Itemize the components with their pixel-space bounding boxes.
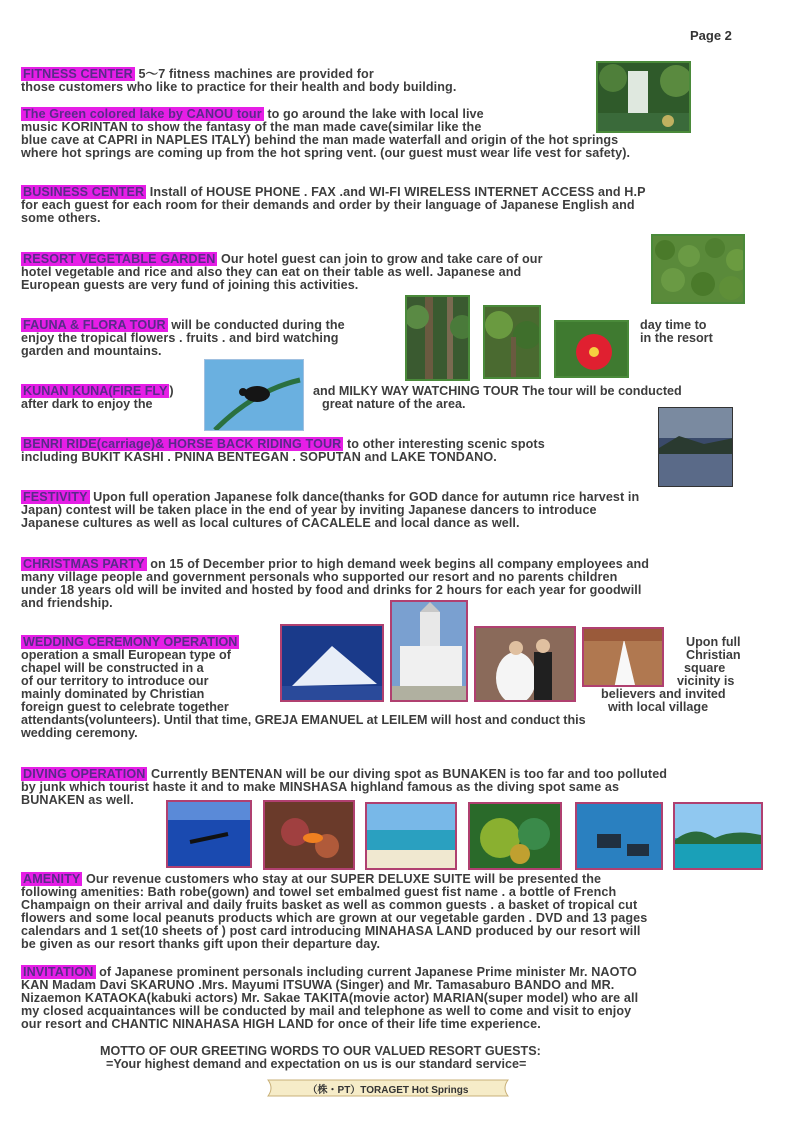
christmas-text-4: and friendship. bbox=[21, 596, 113, 610]
wedding-text-left-2: chapel will be constructed in a bbox=[21, 661, 204, 675]
motto-line-1: MOTTO OF OUR GREETING WORDS TO OUR VALUED RESORT GUESTS: bbox=[100, 1044, 541, 1058]
page-number: Page 2 bbox=[690, 28, 732, 43]
business-text-2: for each guest for each room for their demands and order by their language of Japanese English and bbox=[21, 198, 635, 212]
wedding-text-left: operation a small European type of bbox=[21, 648, 231, 662]
kunan-paren: ) bbox=[169, 384, 174, 398]
fauna-text-2: enjoy the tropical flowers . fruits . and bird watching bbox=[21, 331, 339, 345]
wedding-heading: WEDDING CEREMONY OPERATION bbox=[23, 635, 238, 649]
invitation-heading: INVITATION bbox=[23, 965, 94, 979]
kunan-heading: KUNAN KUNA(FIRE FLY bbox=[23, 384, 168, 398]
amenity-text-4: flowers and some local peanuts products which are grown at our vegetable garden . DVD and 13 pages bbox=[21, 911, 648, 925]
invitation-text-2: KAN Madam Davi SKARUNO .Mrs. Mayumi ITSUWA (Singer) and Mr. Tamasaburo BANDO and MR. bbox=[21, 978, 615, 992]
wedding-text-right-3: vicinity is bbox=[677, 674, 735, 688]
lake-section bbox=[21, 108, 630, 160]
island-coast-photo bbox=[673, 802, 763, 870]
kunan-text-right-2: great nature of the area. bbox=[322, 397, 466, 411]
forest-photo bbox=[405, 295, 470, 381]
wedding-aisle-photo bbox=[582, 627, 664, 687]
wedding-text-left-3: of our territory to introduce our bbox=[21, 674, 209, 688]
wedding-text-left-4: mainly dominated by Christian bbox=[21, 687, 205, 701]
diving-text: Currently BENTENAN will be our diving spot as BUNAKEN is too far and too polluted bbox=[147, 767, 668, 781]
wedding-text-7: wedding ceremony. bbox=[21, 726, 138, 740]
lake-text-4: where hot springs are coming up from the hot spring vent. (our guest must wear life vest for safety). bbox=[21, 146, 631, 160]
christmas-text: on 15 of December prior to high demand week begins all company employees and bbox=[146, 557, 650, 571]
christmas-text-3: under 18 years old will be invited and hosted by food and drinks for 2 hours for each year for goodwill bbox=[21, 583, 642, 597]
lake-heading: The Green colored lake by CANOU tour bbox=[23, 107, 262, 121]
fitness-text-2: those customers who like to practice for their health and body building. bbox=[21, 80, 457, 94]
vegetable-garden-photo bbox=[651, 234, 745, 304]
divers-underwater-photo bbox=[575, 802, 663, 870]
fitness-section bbox=[21, 68, 456, 94]
garden-heading: RESORT VEGETABLE GARDEN bbox=[23, 252, 216, 266]
motto-line-2: =Your highest demand and expectation on us is our standard service= bbox=[106, 1057, 527, 1071]
church-photo bbox=[390, 600, 468, 702]
kunan-text: after dark to enjoy the bbox=[21, 397, 153, 411]
benri-section bbox=[21, 438, 545, 464]
beach-photo bbox=[365, 802, 457, 870]
invitation-text-3: Nizaemon KATAOKA(kabuki actors) Mr. Sakae TAKITA(movie actor) MARIAN(super model) who are all bbox=[21, 991, 639, 1005]
invitation-text: of Japanese prominent personals including current Japanese Prime minister Mr. NAOTO bbox=[95, 965, 637, 979]
benri-text: to other interesting scenic spots bbox=[343, 437, 545, 451]
modern-chapel-photo bbox=[280, 624, 384, 702]
fauna-text-right-2: in the resort bbox=[640, 331, 713, 345]
business-section bbox=[21, 186, 646, 225]
diving-text-2: by junk which tourist haste it and to make MINSHASA highland famous as the diving spot same as bbox=[21, 780, 620, 794]
business-text: Install of HOUSE PHONE . FAX .and WI-FI WIRELESS INTERNET ACCESS and H.P bbox=[146, 185, 646, 199]
christmas-section bbox=[21, 558, 649, 610]
fauna-text: will be conducted during the bbox=[167, 318, 345, 332]
lake-text-2: music KORINTAN to show the fantasy of the man made cave(similar like the bbox=[21, 120, 482, 134]
business-text-3: some others. bbox=[21, 211, 101, 225]
amenity-text-5: calendars and 1 set(10 sheets of ) post card introducing MINAHASA LAND produced by our resort will bbox=[21, 924, 641, 938]
festivity-heading: FESTIVITY bbox=[23, 490, 88, 504]
fauna-text-right: day time to bbox=[640, 318, 707, 332]
benri-heading: BENRI RIDE(carriage)& HORSE BACK RIDING TOUR bbox=[23, 437, 342, 451]
amenity-heading: AMENITY bbox=[23, 872, 81, 886]
amenity-text-3: Champaign on their arrival and daily fruits basket as well as common guests . a basket of tropical cut bbox=[21, 898, 638, 912]
invitation-text-5: our resort and CHANTIC NINAHASA HIGH LAND for once of their life time experience. bbox=[21, 1017, 541, 1031]
invitation-text-4: my closed acquaintances will be conducted by mail and telephone as well to come and visit to enjoy bbox=[21, 1004, 632, 1018]
wedding-text-right-2: square bbox=[684, 661, 726, 675]
wedding-text-6: attendants(volunteers). Until that time, GREJA EMANUEL at LEILEM will host and conduct this bbox=[21, 713, 586, 727]
festivity-section bbox=[21, 491, 639, 530]
garden-text-3: European guests are very fund of joining this activities. bbox=[21, 278, 359, 292]
fitness-heading: FITNESS CENTER bbox=[23, 67, 133, 81]
festivity-text-3: Japanese cultures as well as local cultures of CACALELE and local dance as well. bbox=[21, 516, 520, 530]
lake-landscape-photo bbox=[658, 407, 733, 487]
business-heading: BUSINESS CENTER bbox=[23, 185, 145, 199]
coral-reef-photo bbox=[468, 802, 562, 870]
benri-text-2: including BUKIT KASHI . PNINA BENTEGAN . SOPUTAN and LAKE TONDANO. bbox=[21, 450, 497, 464]
bride-groom-photo bbox=[474, 626, 576, 702]
lake-text: to go around the lake with local live bbox=[263, 107, 484, 121]
festivity-text: Upon full operation Japanese folk dance(thanks for GOD dance for autumn rice harvest in bbox=[89, 490, 640, 504]
diver-photo bbox=[166, 800, 252, 868]
fitness-text: 5～7 fitness machines are provided for bbox=[134, 67, 374, 81]
wedding-text-right-4: believers and invited bbox=[601, 687, 726, 701]
banner-text: （株・PT）TORAGET Hot Springs bbox=[307, 1085, 469, 1096]
amenity-text: Our revenue customers who stay at our SUPER DELUXE SUITE will be presented the bbox=[82, 872, 602, 886]
christmas-text-2: many village people and government personals who supported our resort and no parents children bbox=[21, 570, 618, 584]
kunan-text-right: and MILKY WAY WATCHING TOUR The tour will be conducted bbox=[313, 384, 682, 398]
fauna-text-3: garden and mountains. bbox=[21, 344, 162, 358]
firefly-beetle-photo bbox=[204, 359, 304, 431]
amenity-text-2: following amenities: Bath robe(gown) and towel set embalmed guest fist name . a bottle of French bbox=[21, 885, 617, 899]
diving-heading: DIVING OPERATION bbox=[23, 767, 146, 781]
jungle-photo bbox=[483, 305, 541, 379]
garden-text-2: hotel vegetable and rice and also they can eat on their table as well. Japanese and bbox=[21, 265, 522, 279]
diving-text-3: BUNAKEN as well. bbox=[21, 793, 134, 807]
hibiscus-flower-photo bbox=[554, 320, 629, 378]
footer-banner bbox=[262, 1076, 514, 1100]
festivity-text-2: Japan) contest will be taken place in the end of year by inviting Japanese dancers to introduce bbox=[21, 503, 597, 517]
wedding-text-left-5: foreign guest to celebrate together bbox=[21, 700, 229, 714]
lake-text-3: blue cave at CAPRI in NAPLES ITALY) behind the man made waterfall and origin of the hot springs bbox=[21, 133, 619, 147]
wedding-text-right-0: Upon full bbox=[686, 635, 741, 649]
garden-section bbox=[21, 253, 543, 292]
wedding-text-right-1: Christian bbox=[686, 648, 741, 662]
amenity-text-6: be given as our resort thanks gift upon their departure day. bbox=[21, 937, 381, 951]
invitation-section bbox=[21, 966, 638, 1031]
garden-text: Our hotel guest can join to grow and take care of our bbox=[217, 252, 543, 266]
wedding-text-right-5: with local village bbox=[608, 700, 709, 714]
fauna-section bbox=[21, 319, 345, 358]
amenity-section bbox=[21, 873, 647, 951]
clownfish-photo bbox=[263, 800, 355, 870]
fauna-heading: FAUNA & FLORA TOUR bbox=[23, 318, 166, 332]
christmas-heading: CHRISTMAS PARTY bbox=[23, 557, 145, 571]
